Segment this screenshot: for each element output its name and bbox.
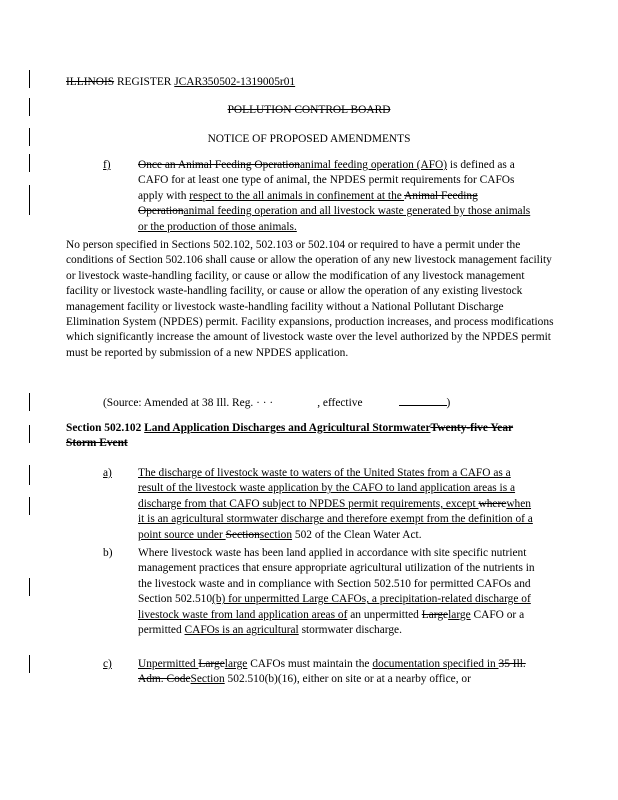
register-header [66, 75, 295, 90]
change-bar [29, 393, 30, 411]
section-title-strike: Twenty-five Year Storm Event [66, 422, 514, 450]
board-heading [0, 103, 618, 118]
source-effective: , effective [317, 397, 363, 409]
change-bar [29, 185, 30, 215]
item-c-insert-1: Unpermitted [138, 658, 199, 670]
item-f-label: f) [103, 159, 111, 171]
item-a-strike-1: where [478, 497, 507, 510]
item-a-insert-3: section [259, 528, 293, 541]
item-b-text-4: stormwater discharge. [298, 624, 402, 637]
source-prefix: (Source: Amended at 38 Ill. Reg. [103, 397, 257, 409]
register-code: JCAR350502-1319005r01 [174, 76, 296, 88]
section-heading [66, 421, 536, 452]
item-f-insert-1: animal feeding operation (AFO) [299, 159, 448, 171]
item-b-insert-2: large [448, 608, 471, 621]
item-a-text [138, 466, 538, 543]
item-b-insert-3: CAFOs is an agricultural [184, 624, 299, 637]
source-line [103, 395, 543, 411]
change-bar [29, 154, 30, 172]
item-c-insert-4: Section [190, 673, 225, 686]
item-c-text-2: 502.510(b)(16), either on site or at a nearby office, or [224, 673, 471, 686]
item-c-text-1: CAFOs must maintain the [247, 658, 373, 670]
item-c-insert-3: documentation specified in [372, 658, 499, 670]
section-title: Land Application Discharges and Agricultural Stormwater [144, 422, 431, 434]
source-end: ) [446, 397, 451, 409]
item-a-rest: 502 of the Clean Water Act. [292, 528, 422, 541]
item-c-insert-2: large [224, 658, 248, 670]
item-f-insert-3: animal feeding operation and all livestock waste generated by those animals or the production of those animals. [138, 205, 531, 233]
change-bar [29, 425, 30, 443]
register-title-strike: ILLINOIS [66, 76, 115, 88]
change-bar [29, 70, 30, 88]
board-name: POLLUTION CONTROL BOARD [227, 104, 391, 116]
item-b-insert-1: (b) for unpermitted Large CAFOs, a precipitation-related discharge of livestock waste from land application areas of [138, 593, 531, 621]
item-b-label: b) [103, 547, 113, 559]
section-number: Section 502.102 [66, 422, 142, 434]
item-b-strike-1: Large [421, 608, 449, 621]
item-c-strike-2: 35 Ill. Adm. Code [138, 658, 526, 686]
item-f-text-2: is defined as a CAFO for at least one type of animal, the NPDES permit requirements for CAFOs apply with [138, 159, 515, 202]
register-title: REGISTER [116, 76, 172, 88]
permit-paragraph: No person specified in Sections 502.102, 502.103 or 502.104 or required to have a permit under the conditions of Section 502.106 shall cause or allow the operation of any new livestock management facility or livestock waste-handling facility, or cause or allow the modification of any livestock management facility or livestock waste-handling facility, or cause or allow the operation of any existing livestock management facility or livestock waste-handling facility without a National Pollutant Discharge Elimination System (NPDES) permit. Facility expansions, production increases, and process modifications which significantly increase the amount of livestock waste over the level authorized by the NPDES permit must be reported by submission of a new NPDES application. [66, 239, 554, 359]
change-bar [29, 465, 30, 485]
item-c-label: c) [103, 658, 112, 670]
change-bar [29, 578, 30, 596]
item-b-text-3: CAFO or a permitted [138, 608, 525, 637]
item-f-insert-2: respect to the all animals in confinement at the [189, 189, 405, 202]
notice-title: NOTICE OF PROPOSED AMENDMENTS [207, 133, 411, 145]
item-f-strike-2: Animal Feeding Operation [138, 189, 478, 218]
item-f-text [138, 158, 538, 235]
item-c-text [138, 657, 538, 688]
item-a-label: a) [103, 467, 112, 479]
change-bar [29, 497, 30, 515]
item-a-insert-1: The discharge of livestock waste to waters of the United States from a CAFO as a result of the livestock waste application by the CAFO to land application areas is a discharge from that CAFO subject to NPDES permit requirements, except [138, 467, 516, 510]
item-b-text [138, 546, 538, 638]
item-c-strike-1: Large [198, 658, 225, 670]
notice-heading [0, 132, 618, 147]
item-a-insert-2: when it is an agricultural stormwater discharge and therefore exempt from the definition of a point source under [138, 497, 533, 541]
item-b-text-1: Where livestock waste has been land applied in accordance with site specific nutrient management practices that ensure appropriate agricultural utilization of the nutrients in the livestock waste and in compliance with Section 502.510 for permitted CAFOs and Section 502.510 [138, 547, 535, 606]
change-bar [29, 655, 30, 673]
source-dots: · · · [256, 397, 274, 409]
item-a-strike-2: Section [225, 528, 260, 541]
item-b-text-2: an unpermitted [347, 608, 422, 621]
item-f-strike-1: Once an Animal Feeding Operation [138, 159, 300, 171]
